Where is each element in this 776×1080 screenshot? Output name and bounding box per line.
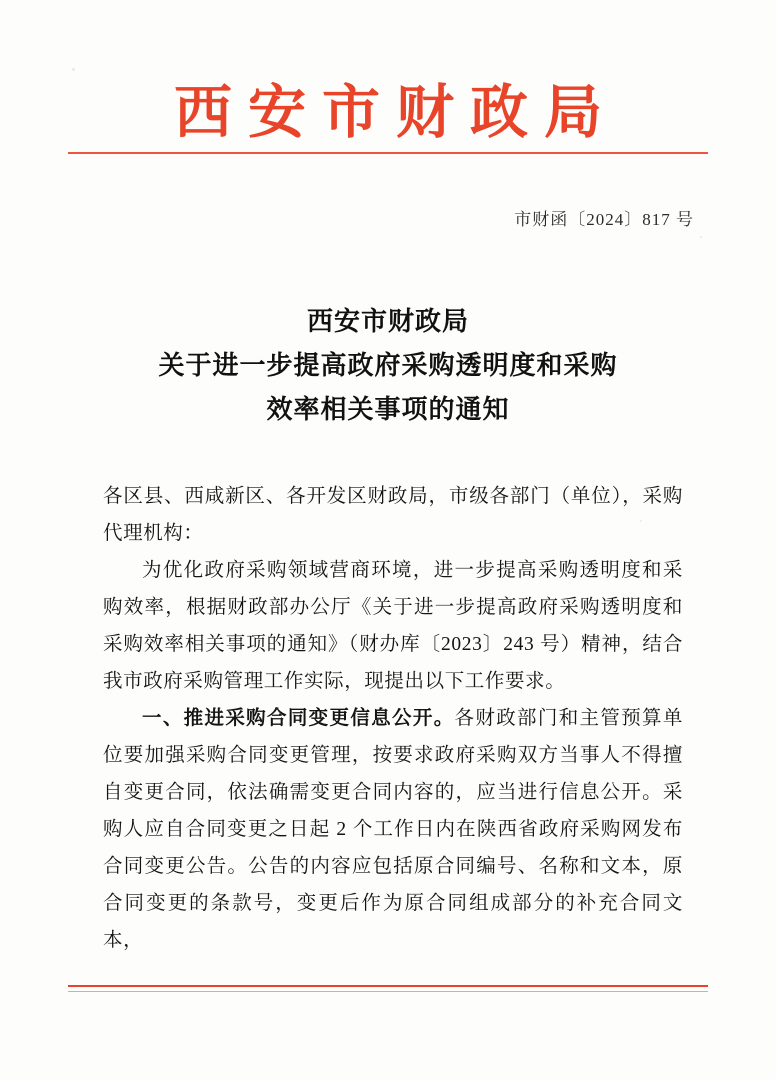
- title-line-3: 效率相关事项的通知: [266, 395, 510, 424]
- document-title: [0, 300, 776, 432]
- footer-divider-rule: [68, 985, 708, 987]
- background-paragraph: 为优化政府采购领域营商环境，进一步提高采购透明度和采购效率，根据财政部办公厅《关于进一步提高政府采购透明度和采购效率相关事项的通知》（财办库〔2023〕243 号）精神，结合我市政府采购管理工作实际，现提出以下工作要求。: [103, 560, 683, 692]
- document-body: [103, 478, 683, 959]
- masthead: [0, 80, 776, 147]
- paper-speckle: [700, 236, 702, 238]
- title-line-2: 关于进一步提高政府采购透明度和采购: [158, 351, 618, 380]
- issuing-authority-title: 西安市财政局: [173, 80, 618, 145]
- paper-speckle: [72, 68, 75, 71]
- item-one-body: 各财政部门和主管预算单位要加强采购合同变更管理，按要求政府采购双方当事人不得擅自变更合同，依法确需变更合同内容的，应当进行信息公开。采购人应自合同变更之日起 2 个工作日内在陕西省政府采购网发布合同变更公告。公告的内容应包括原合同编号、名称和文本，原合同变更的条款号，变更后作为原合同组成部分的补充合同文本，: [103, 708, 683, 951]
- header-divider-rule: [68, 152, 708, 154]
- title-line-1: 西安市财政局: [306, 307, 469, 336]
- document-number: 市财函〔2024〕817 号: [514, 210, 694, 229]
- item-one-paragraph: [103, 700, 683, 959]
- footer-divider-rule-thin: [68, 991, 708, 992]
- item-one-heading: 一、推进采购合同变更信息公开。: [142, 708, 455, 729]
- recipients-paragraph: 各区县、西咸新区、各开发区财政局，市级各部门（单位），采购代理机构：: [103, 486, 683, 544]
